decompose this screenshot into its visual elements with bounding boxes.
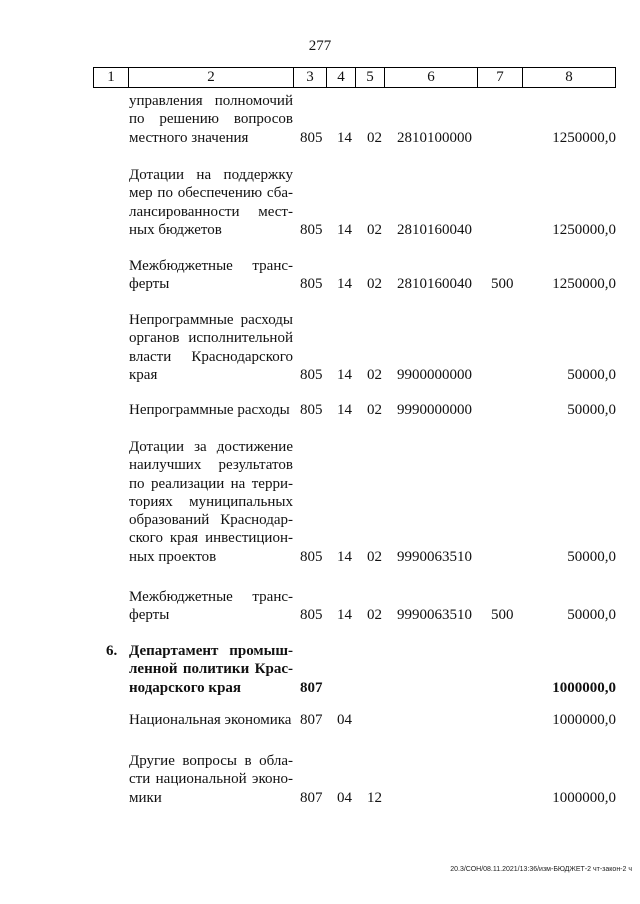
- row-name: [129, 311, 293, 384]
- row-name: [129, 588, 293, 625]
- row-name: [129, 711, 293, 729]
- cell-col-8: 1250000,0: [552, 276, 616, 293]
- row-name-line: Дотации на поддержку: [129, 167, 293, 183]
- row-name-line: ториях муниципальных: [129, 493, 293, 510]
- cell-col-4: 14: [337, 548, 352, 565]
- table-row: [0, 711, 640, 729]
- cell-col-8: 1000000,0: [552, 679, 616, 696]
- row-name-line: по реализации на терри-: [129, 475, 293, 492]
- row-name-line: Национальная экономика: [129, 712, 292, 728]
- row-name-line: Непрограммные расходы: [129, 312, 293, 328]
- row-name-line: ферты: [129, 607, 170, 624]
- column-header-8: 8: [523, 68, 616, 88]
- cell-col-5: 02: [367, 607, 382, 624]
- row-name-line: местного значения: [129, 129, 249, 146]
- cell-col-5: 02: [367, 548, 382, 565]
- cell-col-3: 805: [300, 548, 323, 565]
- table-row: [0, 438, 640, 566]
- table-row: [0, 588, 640, 625]
- cell-col-3: 805: [300, 129, 323, 146]
- row-name-line: Другие вопросы в обла-: [129, 753, 293, 769]
- cell-col-5: 02: [367, 366, 382, 383]
- cell-col-5: 02: [367, 129, 382, 146]
- cell-col-6: 2810100000: [397, 129, 472, 146]
- cell-col-3: 805: [300, 402, 323, 418]
- row-name-line: мики: [129, 789, 162, 806]
- table-row: [0, 642, 640, 697]
- cell-col-4: 14: [337, 221, 352, 238]
- table-row: [0, 752, 640, 807]
- column-header-1: 1: [94, 68, 129, 88]
- row-name-line: лансированности мест-: [129, 203, 293, 220]
- row-name-line: ных бюджетов: [129, 221, 222, 238]
- column-header-7: 7: [478, 68, 523, 88]
- row-name-line: управления полномочий: [129, 93, 293, 109]
- cell-col-6: 9990063510: [397, 607, 472, 624]
- cell-col-3: 805: [300, 221, 323, 238]
- cell-col-6: 9990000000: [397, 402, 472, 418]
- cell-col-3: 805: [300, 366, 323, 383]
- row-name: [129, 642, 293, 697]
- column-header-5: 5: [356, 68, 385, 88]
- row-name-line: Межбюджетные транс-: [129, 589, 293, 605]
- cell-col-3: 807: [300, 679, 323, 696]
- cell-col-5: 12: [367, 789, 382, 806]
- row-name: [129, 401, 293, 419]
- cell-col-8: 50000,0: [567, 607, 616, 624]
- row-name-line: образований Краснодар-: [129, 512, 293, 529]
- row-name-line: наилучших результатов: [129, 457, 293, 474]
- cell-col-4: 04: [337, 712, 352, 728]
- row-name-line: сти национальной эконо-: [129, 771, 293, 788]
- row-name-line: органов исполнительной: [129, 330, 293, 347]
- row-name: [129, 92, 293, 147]
- footer-stamp: 20.3/СОН/08.11.2021/13:36/изм-БЮДЖЕТ-2 чт-закон-2 ч: [450, 866, 632, 873]
- row-name-line: ского края инвестицион-: [129, 530, 293, 547]
- cell-col-7: 500: [491, 276, 514, 293]
- column-header-2: 2: [129, 68, 294, 88]
- cell-col-3: 807: [300, 789, 323, 806]
- cell-col-7: 500: [491, 607, 514, 624]
- row-name-line: Непрограммные расходы: [129, 402, 290, 418]
- cell-col-8: 1000000,0: [552, 789, 616, 806]
- row-name-line: нодарского края: [129, 679, 242, 696]
- column-header-4: 4: [327, 68, 356, 88]
- row-name-line: по решению вопросов: [129, 111, 293, 128]
- row-name-line: Межбюджетные транс-: [129, 258, 293, 274]
- column-header-3: 3: [294, 68, 327, 88]
- cell-col-8: 50000,0: [567, 548, 616, 565]
- table-row: [0, 311, 640, 384]
- row-name-line: ферты: [129, 276, 170, 293]
- cell-col-8: 1250000,0: [552, 221, 616, 238]
- cell-col-4: 14: [337, 276, 352, 293]
- row-name: [129, 257, 293, 294]
- cell-col-4: 14: [337, 607, 352, 624]
- table-row: [0, 166, 640, 239]
- cell-col-6: 9900000000: [397, 366, 472, 383]
- row-number: 6.: [106, 643, 118, 659]
- column-header-6: 6: [385, 68, 478, 88]
- row-name: [129, 752, 293, 807]
- page-number: 277: [308, 38, 332, 54]
- cell-col-5: 02: [367, 221, 382, 238]
- row-name: [129, 438, 293, 566]
- cell-col-4: 14: [337, 402, 352, 418]
- row-name-line: ных проектов: [129, 548, 217, 565]
- row-name-line: Дотации за достижение: [129, 439, 293, 455]
- cell-col-5: 02: [367, 276, 382, 293]
- cell-col-6: 2810160040: [397, 276, 472, 293]
- row-name-line: Департамент промыш-: [129, 643, 293, 659]
- cell-col-3: 807: [300, 712, 323, 728]
- row-name-line: края: [129, 366, 158, 383]
- cell-col-5: 02: [367, 402, 382, 418]
- row-name: [129, 166, 293, 239]
- cell-col-4: 14: [337, 129, 352, 146]
- row-name-line: ленной политики Крас-: [129, 661, 293, 678]
- cell-col-6: 2810160040: [397, 221, 472, 238]
- row-name-line: власти Краснодарского: [129, 348, 293, 365]
- cell-col-4: 14: [337, 366, 352, 383]
- cell-col-3: 805: [300, 607, 323, 624]
- cell-col-8: 50000,0: [567, 366, 616, 383]
- row-name-line: мер по обеспечению сба-: [129, 185, 293, 202]
- table-row: [0, 92, 640, 147]
- cell-col-8: 1250000,0: [552, 129, 616, 146]
- table-row: [0, 401, 640, 419]
- cell-col-6: 9990063510: [397, 548, 472, 565]
- table-row: [0, 257, 640, 294]
- cell-col-3: 805: [300, 276, 323, 293]
- cell-col-4: 04: [337, 789, 352, 806]
- cell-col-8: 50000,0: [567, 402, 616, 418]
- cell-col-8: 1000000,0: [552, 712, 616, 728]
